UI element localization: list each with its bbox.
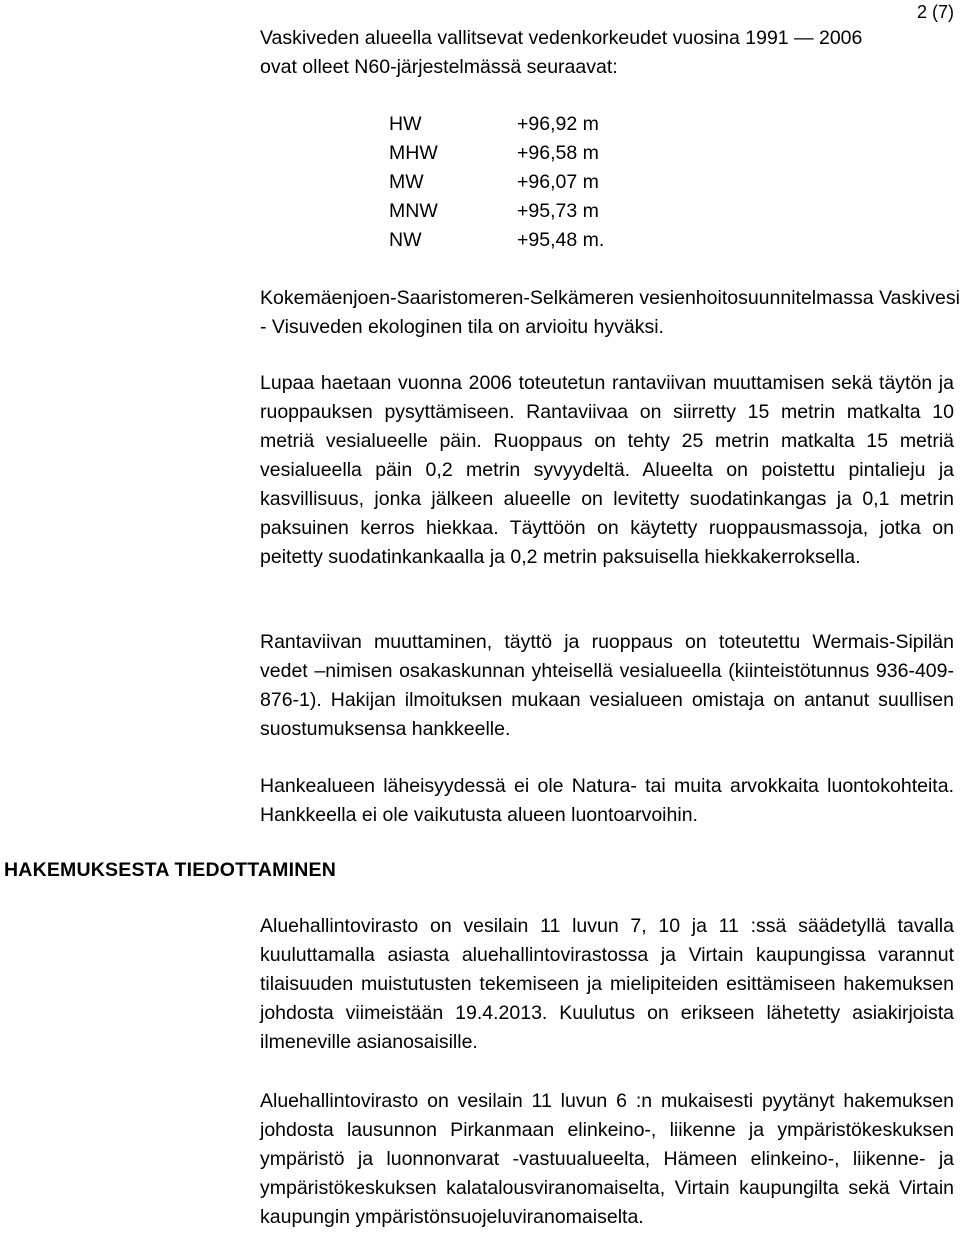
water-level-value: +95,73 m [517,200,599,222]
water-level-code: NW [389,229,422,251]
intro-line-2: ovat olleet N60-järjestelmässä seuraavat: [260,56,618,78]
water-level-value: +96,92 m [517,113,599,135]
water-level-code: MHW [389,142,438,164]
water-level-value: +96,07 m [517,171,599,193]
water-level-code: MW [389,171,424,193]
page-number: 2 (7) [916,2,954,22]
ownership-paragraph: Rantaviivan muuttaminen, täyttö ja ruoppaus on toteutettu Wermais-Sipilän vedet –nimisen osakaskunnan yhteisellä vesialueella (kiinteistötunnus 936-409-876-1). Hakijan ilmoituksen mukaan vesialueen omistaja on antanut suullisen suostumuksensa hankkeelle. [260,631,954,740]
water-level-row [389,197,604,226]
water-level-row [389,139,604,168]
water-level-row [389,226,604,255]
water-level-code: MNW [389,200,438,222]
natura-paragraph: Hankealueen läheisyydessä ei ole Natura- tai muita arvokkaita luontokohteita. Hankkeella ei ole vaikutusta alueen luontoarvoihin. [260,775,954,826]
water-level-value: +96,58 m [517,142,599,164]
announcement-paragraph [260,912,954,1057]
water-level-row [389,110,604,139]
water-level-row [389,168,604,197]
water-level-code: HW [389,113,422,135]
ecology-paragraph: Kokemäenjoen-Saaristomeren-Selkämeren vesienhoitosuunnitelmassa Vaskivesi - Visuveden ekologinen tila on arvioitu hyväksi. [260,287,960,338]
statements-text-start: Aluehallintovirasto on vesilain 11 luvun 6 [260,1090,636,1112]
section-heading: HAKEMUKSESTA TIEDOTTAMINEN [4,859,336,881]
intro-line-1: Vaskiveden alueella vallitsevat vedenkorkeudet vuosina 1991 — 2006 [260,27,863,49]
statements-paragraph [260,1087,954,1232]
water-level-value: +95,48 m. [517,229,605,251]
announcement-text-end: :ssä säädetyllä tavalla kuuluttamalla asiasta aluehallintovirastossa ja Virtain kaupungissa varannut tilaisuuden muistutusten tekemiseen ja mielipiteiden esittämiseen hakemuksen johdosta viimeistään 19.4.2013. Kuulutus on erikseen lähetetty asiakirjoista ilmeneville asianosaisille. [260,915,954,1053]
statements-text-end: :n mukaisesti pyytänyt hakemuksen johdosta lausunnon Pirkanmaan elinkeino-, liikenne ja ympäristökeskuksen ympäristö ja luonnonvarat -vastuualueelta, Hämeen elinkeino-, liikenne- ja ympäristökeskuksen kalatalousviranomaiselta, Virtain kaupungilta sekä Virtain kaupungin ympäristönsuojeluviranomaiselta. [260,1090,954,1228]
permit-paragraph: Lupaa haetaan vuonna 2006 toteutetun rantaviivan muuttamisen sekä täytön ja ruoppauksen pysyttämiseen. Rantaviivaa on siirretty 15 metrin matkalta 10 metriä vesialueelle päin. Ruoppaus on tehty 25 metrin matkalta 15 metriä vesialueella päin 0,2 metrin syvyydeltä. Alueelta on poistettu pintalieju ja kasvillisuus, jonka jälkeen alueelle on levitetty suodatinkangas ja 0,1 metrin paksuinen kerros hiekkaa. Täyttöön on käytetty ruoppausmassoja, jotka on peitetty suodatinkankaalla ja 0,2 metrin paksuisella hiekkakerroksella. [260,372,954,568]
water-levels-table [389,110,604,255]
announcement-text-start: Aluehallintovirasto on vesilain 11 luvun 7, 10 ja 11 [260,915,751,937]
